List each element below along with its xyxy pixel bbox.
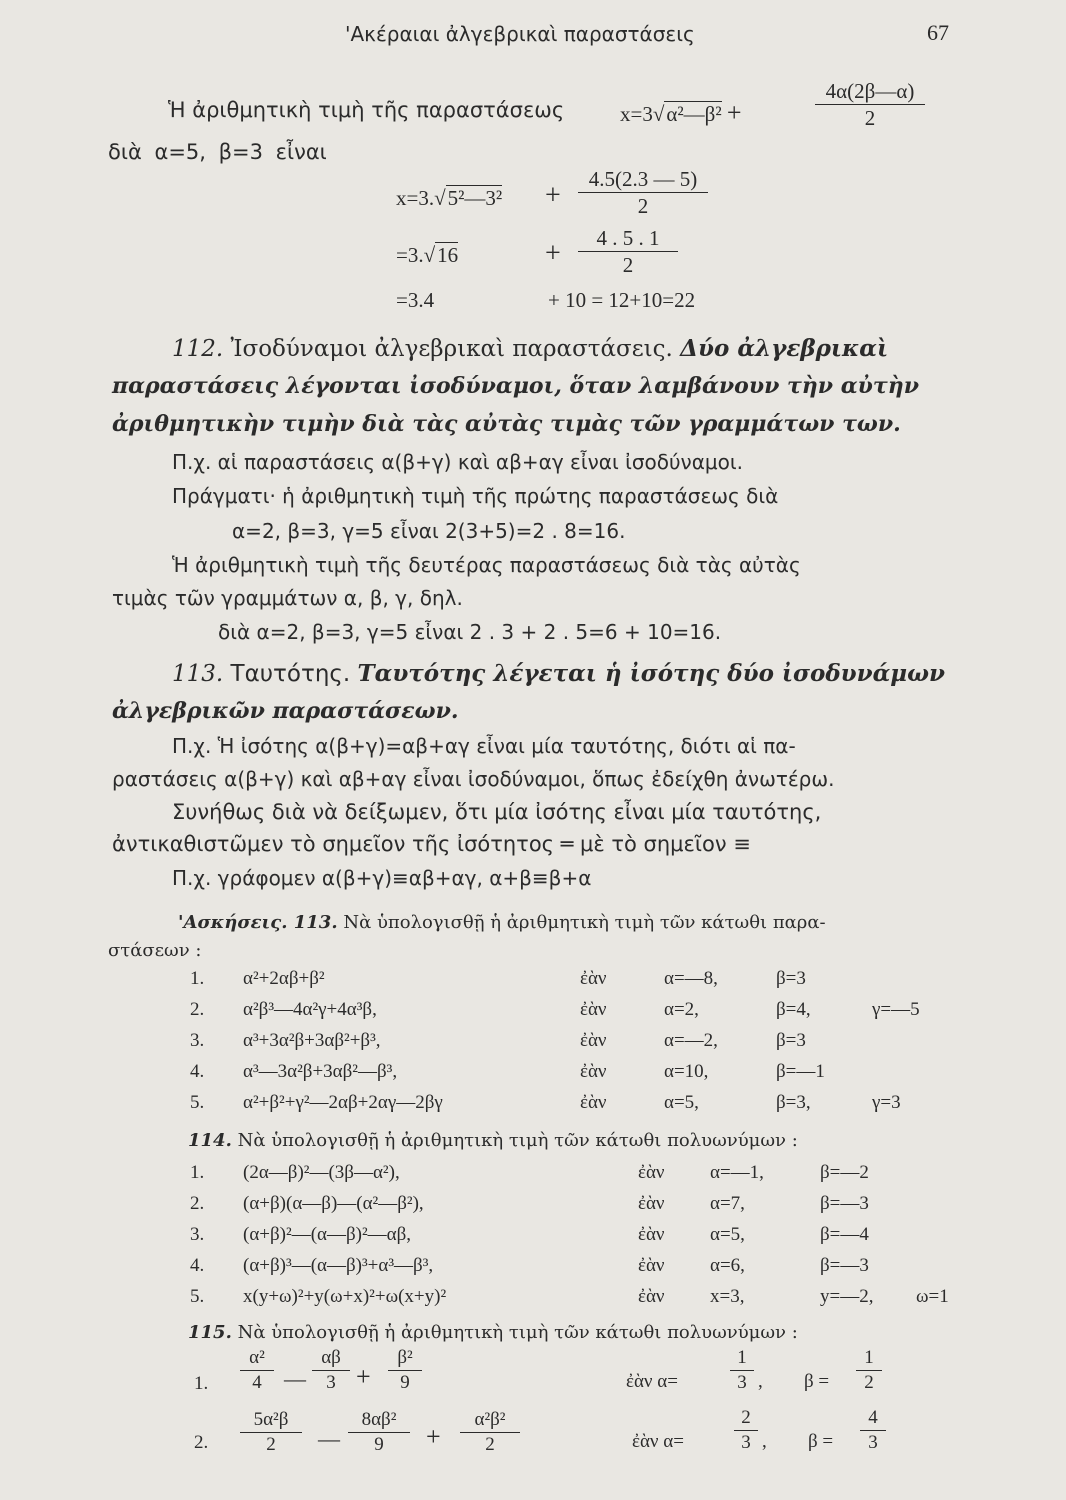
ex115-item-1-when: ἐὰν α= bbox=[626, 1371, 678, 1392]
ex114-item-5-number: 5. bbox=[190, 1286, 205, 1307]
ex115-item-2-op-2: + bbox=[426, 1422, 441, 1451]
step1-fraction: 4.5(2.3 — 5) 2 bbox=[578, 168, 708, 217]
ex114-item-5-v1: x=3, bbox=[710, 1286, 745, 1307]
section-112-ex-line4: Ἡ ἀριθμητικὴ τιμὴ τῆς δευτέρας παραστάσεως διὰ τὰς αὐτὰς bbox=[172, 553, 801, 577]
ex113-item-3-expr: α³+3α²β+3αβ²+β³, bbox=[243, 1030, 381, 1051]
ex113-item-2-when: ἐὰν bbox=[580, 999, 607, 1020]
ex115-item-1-op-2: + bbox=[356, 1362, 371, 1391]
ex113-item-1-v1: α=—8, bbox=[664, 968, 718, 989]
section-112-def-line3: ἀριθμητικὴν τιμὴν διὰ τὰς αὐτὰς τιμὰς τῶν γραμμάτων των. bbox=[112, 411, 901, 437]
ex113-item-5-v3: γ=3 bbox=[872, 1092, 901, 1113]
example-intro: Ἡ ἀριθμητικὴ τιμὴ τῆς παραστάσεως bbox=[168, 98, 565, 122]
ex114-item-1-v1: α=—1, bbox=[710, 1162, 764, 1183]
ex114-item-2-v2: β=—3 bbox=[820, 1193, 869, 1214]
ex113-item-3-number: 3. bbox=[190, 1030, 205, 1051]
section-112-ex-line6: διὰ α=2, β=3, γ=5 εἶναι 2 . 3 + 2 . 5=6 + 10=16. bbox=[218, 620, 722, 644]
exercises-114-heading: 114. Νὰ ὑπολογισθῇ ἡ ἀριθμητικὴ τιμὴ τῶν κάτωθι πολυωνύμων : bbox=[188, 1130, 798, 1151]
ex113-item-5-v1: α=5, bbox=[664, 1092, 699, 1113]
section-113-ex-line3: Συνήθως διὰ νὰ δείξωμεν, ὅτι μία ἰσότης εἶναι μία ταυτότης, bbox=[172, 800, 822, 824]
sqrt-sign: √ bbox=[652, 102, 665, 126]
exercises-115-heading: 115. Νὰ ὑπολογισθῇ ἡ ἀριθμητικὴ τιμὴ τῶν κάτωθι πολυωνύμων : bbox=[188, 1322, 798, 1343]
example-values: διὰ α=5, β=3 εἶναι bbox=[108, 140, 327, 164]
ex114-item-1-number: 1. bbox=[190, 1162, 205, 1183]
ex115-item-1-number: 1. bbox=[194, 1373, 209, 1394]
section-113-heading: 113. Ταυτότης. Ταυτότης λέγεται ἡ ἰσότης δύο ἰσοδυνάμων bbox=[172, 660, 945, 687]
ex115-item-1-separator: , bbox=[758, 1371, 763, 1392]
ex113-item-2-v2: β=4, bbox=[776, 999, 811, 1020]
ex114-item-2-expr: (α+β)(α—β)—(α²—β²), bbox=[243, 1193, 424, 1214]
ex114-item-4-expr: (α+β)³—(α—β)³+α³—β³, bbox=[243, 1255, 434, 1276]
section-113-ex-line5: Π.χ. γράφομεν α(β+γ)≡αβ+αγ, α+β≡β+α bbox=[172, 866, 592, 890]
ex114-item-5-v2: y=—2, bbox=[820, 1286, 874, 1307]
ex115-item-1-frac-2: αβ 3 bbox=[312, 1348, 350, 1393]
ex113-item-4-expr: α³—3α²β+3αβ²—β³, bbox=[243, 1061, 398, 1082]
ex114-item-3-number: 3. bbox=[190, 1224, 205, 1245]
ex115-item-2-number: 2. bbox=[194, 1432, 209, 1453]
section-112-ex-line2: Πράγματι· ἡ ἀριθμητικὴ τιμὴ τῆς πρώτης παραστάσεως διὰ bbox=[172, 484, 779, 508]
ex113-item-1-v2: β=3 bbox=[776, 968, 806, 989]
ex115-item-2-alpha-value: 2 3 bbox=[734, 1408, 758, 1453]
section-113-ex-line4: ἀντικαθιστῶμεν τὸ σημεῖον τῆς ἰσότητος ═ μὲ τὸ σημεῖον ≡ bbox=[112, 832, 751, 856]
section-113-ex-line2: ραστάσεις α(β+γ) καὶ αβ+αγ εἶναι ἰσοδύναμοι, ὅπως ἐδείχθη ἀνωτέρω. bbox=[112, 767, 835, 791]
ex114-item-3-expr: (α+β)²—(α—β)²—αβ, bbox=[243, 1224, 412, 1245]
ex114-item-4-v1: α=6, bbox=[710, 1255, 745, 1276]
ex114-item-1-v2: β=—2 bbox=[820, 1162, 869, 1183]
ex113-item-4-when: ἐὰν bbox=[580, 1061, 607, 1082]
ex113-item-3-v2: β=3 bbox=[776, 1030, 806, 1051]
ex115-item-2-op-1: — bbox=[318, 1426, 340, 1451]
ex113-item-5-when: ἐὰν bbox=[580, 1092, 607, 1113]
step2-fraction: 4 . 5 . 1 2 bbox=[578, 227, 678, 276]
ex113-item-4-v2: β=—1 bbox=[776, 1061, 825, 1082]
ex113-item-1-number: 1. bbox=[190, 968, 205, 989]
ex113-item-1-when: ἐὰν bbox=[580, 968, 607, 989]
ex113-item-3-v1: α=—2, bbox=[664, 1030, 718, 1051]
step3-lhs: =3.4 bbox=[396, 288, 435, 312]
exercises-113-intro2: στάσεων : bbox=[108, 940, 202, 961]
step3-rhs: + 10 = 12+10=22 bbox=[548, 288, 696, 312]
ex115-item-2-separator: , bbox=[762, 1431, 767, 1452]
ex114-item-4-v2: β=—3 bbox=[820, 1255, 869, 1276]
ex114-item-3-when: ἐὰν bbox=[638, 1224, 665, 1245]
section-112-heading: 112. Ἰσοδύναμοι ἀλγεβρικαὶ παραστάσεις. Δύο ἀλγεβρικαὶ bbox=[172, 335, 889, 362]
ex115-item-2-frac-1: 5α²β 2 bbox=[240, 1410, 302, 1455]
ex115-item-1-frac-3: β² 9 bbox=[388, 1348, 422, 1393]
section-112-ex-line5: τιμὰς τῶν γραμμάτων α, β, γ, δηλ. bbox=[112, 586, 463, 610]
step1-plus: + bbox=[545, 180, 561, 211]
ex114-item-2-when: ἐὰν bbox=[638, 1193, 665, 1214]
ex114-item-1-expr: (2α—β)²—(3β—α²), bbox=[243, 1162, 400, 1183]
page-number: 67 bbox=[927, 20, 949, 45]
ex115-item-1-frac-1: α² 4 bbox=[240, 1348, 274, 1393]
ex114-item-2-number: 2. bbox=[190, 1193, 205, 1214]
running-header: 'Ακέραιαι ἀλγεβρικαὶ παραστάσεις bbox=[345, 22, 695, 46]
ex115-item-1-op-1: — bbox=[284, 1366, 306, 1391]
ex113-item-5-v2: β=3, bbox=[776, 1092, 811, 1113]
section-112-ex-line3: α=2, β=3, γ=5 εἶναι 2(3+5)=2 . 8=16. bbox=[232, 519, 626, 543]
ex115-item-2-frac-2: 8αβ² 9 bbox=[348, 1410, 410, 1455]
ex114-item-4-when: ἐὰν bbox=[638, 1255, 665, 1276]
ex113-item-2-v3: γ=—5 bbox=[872, 999, 920, 1020]
example-expression: x=3√α²—β² + bbox=[620, 98, 742, 127]
ex113-item-2-v1: α=2, bbox=[664, 999, 699, 1020]
ex115-item-1-beta-label: β = bbox=[804, 1371, 830, 1392]
section-113-def-line2: ἀλγεβρικῶν παραστάσεων. bbox=[112, 698, 459, 724]
section-112-ex-line1: Π.χ. αἱ παραστάσεις α(β+γ) καὶ αβ+αγ εἶναι ἰσοδύναμοι. bbox=[172, 450, 743, 474]
ex114-item-2-v1: α=7, bbox=[710, 1193, 745, 1214]
ex115-item-2-frac-3: α²β² 2 bbox=[460, 1410, 520, 1455]
ex115-item-1-alpha-value: 1 3 bbox=[730, 1348, 754, 1393]
ex113-item-3-when: ἐὰν bbox=[580, 1030, 607, 1051]
ex113-item-2-number: 2. bbox=[190, 999, 205, 1020]
ex114-item-3-v2: β=—4 bbox=[820, 1224, 869, 1245]
ex113-item-4-number: 4. bbox=[190, 1061, 205, 1082]
step2-plus: + bbox=[545, 238, 561, 269]
ex113-item-5-number: 5. bbox=[190, 1092, 205, 1113]
ex115-item-2-when: ἐὰν α= bbox=[632, 1431, 684, 1452]
ex114-item-5-v3: ω=1 bbox=[916, 1286, 949, 1307]
ex113-item-4-v1: α=10, bbox=[664, 1061, 709, 1082]
ex114-item-5-expr: x(y+ω)²+y(ω+x)²+ω(x+y)² bbox=[243, 1286, 447, 1307]
ex114-item-1-when: ἐὰν bbox=[638, 1162, 665, 1183]
section-113-ex-line1: Π.χ. Ἡ ἰσότης α(β+γ)=αβ+αγ εἶναι μία ταυτότης, διότι αἱ πα- bbox=[172, 734, 796, 758]
ex113-item-5-expr: α²+β²+γ²—2αβ+2αγ—2βγ bbox=[243, 1092, 443, 1113]
ex115-item-2-beta-label: β = bbox=[808, 1431, 834, 1452]
step2-lhs: =3.√16 bbox=[396, 243, 459, 267]
ex113-item-1-expr: α²+2αβ+β² bbox=[243, 968, 325, 989]
ex114-item-5-when: ἐὰν bbox=[638, 1286, 665, 1307]
section-112-def-line2: παραστάσεις λέγονται ἰσοδύναμοι, ὅταν λαμβάνουν τὴν αὐτὴν bbox=[112, 373, 919, 399]
ex114-item-4-number: 4. bbox=[190, 1255, 205, 1276]
step1-lhs: x=3.√5²—3² bbox=[396, 186, 503, 210]
exercises-113-heading: 'Ασκήσεις. 113. Νὰ ὑπολογισθῇ ἡ ἀριθμητικὴ τιμὴ τῶν κάτωθι παρα- bbox=[178, 912, 826, 933]
ex115-item-2-beta-value: 4 3 bbox=[860, 1408, 886, 1453]
example-fraction: 4α(2β—α) 2 bbox=[815, 80, 925, 129]
ex115-item-1-beta-value: 1 2 bbox=[856, 1348, 882, 1393]
ex114-item-3-v1: α=5, bbox=[710, 1224, 745, 1245]
ex113-item-2-expr: α²β³—4α²γ+4α³β, bbox=[243, 999, 377, 1020]
